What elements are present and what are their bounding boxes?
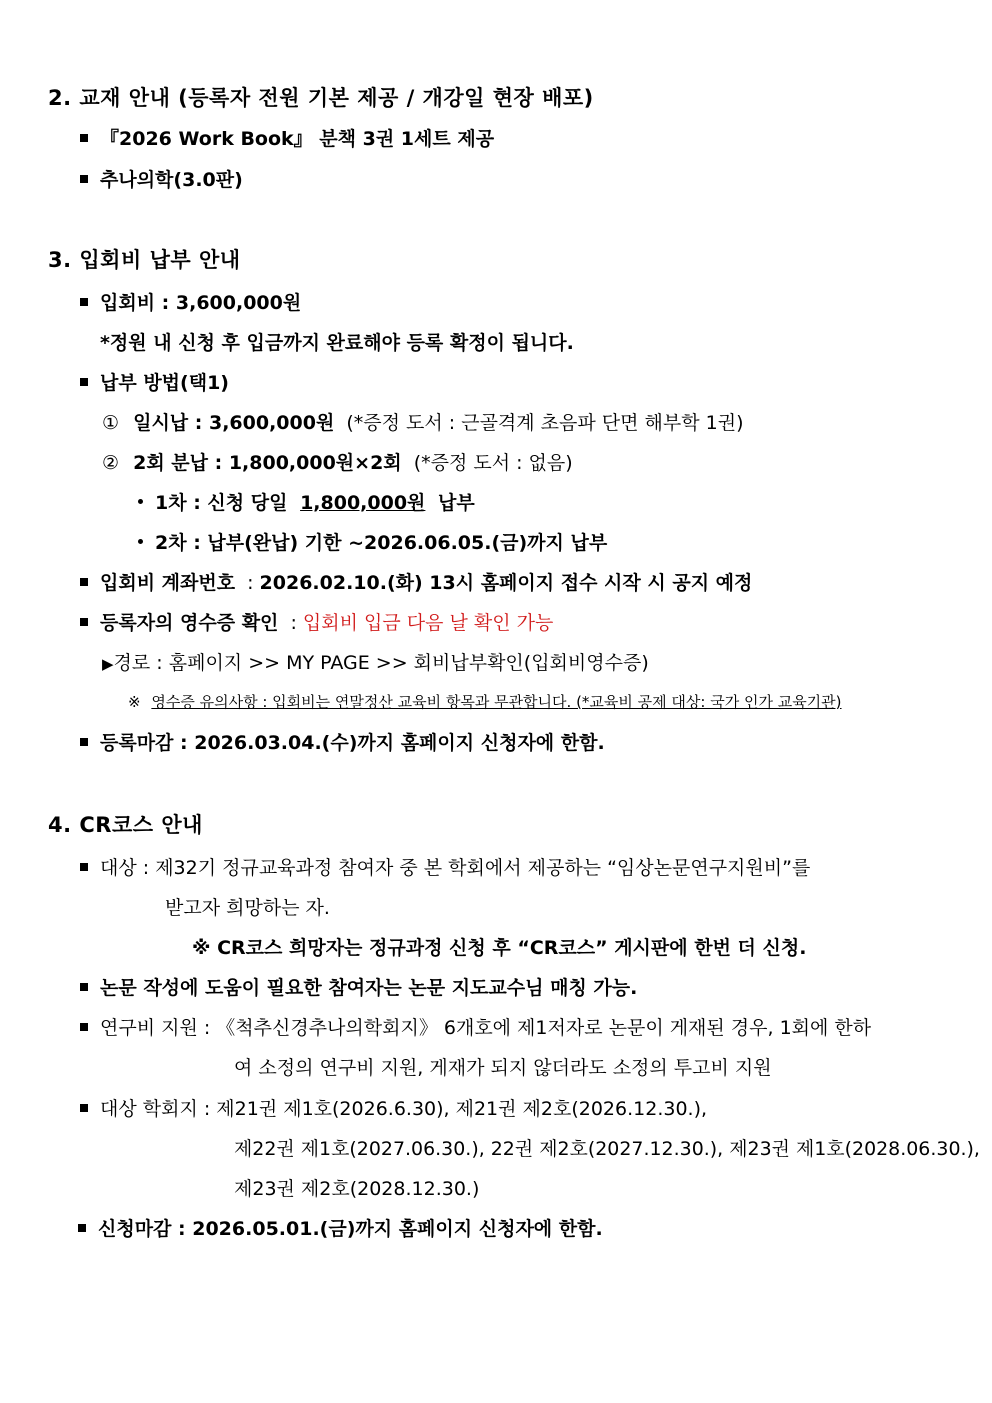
journal-line-3: 제23권 제2호(2028.12.30.)	[234, 1178, 480, 1200]
receipt-path	[102, 651, 649, 676]
square-bullet-icon	[80, 298, 88, 306]
receipt-label: 등록자의 영수증 확인	[100, 612, 279, 634]
square-bullet-icon	[80, 578, 88, 586]
application-deadline: 신청마감 : 2026.05.01.(금)까지 홈페이지 신청자에 한함.	[98, 1218, 603, 1240]
receipt-value: 입회비 입금 다음 날 확인 가능	[302, 612, 554, 634]
first-label: 1차 : 신청 당일	[155, 492, 288, 514]
square-bullet-icon	[80, 378, 88, 386]
account-value: 2026.02.10.(화) 13시 홈페이지 접수 시작 시 공지 예정	[259, 572, 753, 594]
list-item	[80, 1016, 871, 1040]
receipt-separator: :	[290, 612, 297, 634]
target-line-1: 대상 : 제32기 정규교육과정 참여자 중 본 학회에서 제공하는 “임상논문연구지원비”를	[100, 857, 811, 879]
installment-first	[138, 491, 475, 515]
first-amount: 1,800,000원	[300, 492, 426, 514]
support-line-2: 여 소정의 연구비 지원, 게재가 되지 않더라도 소정의 투고비 지원	[234, 1057, 772, 1079]
workbook-item: 『2026 Work Book』 분책 3권 1세트 제공	[100, 128, 495, 150]
option-2-note: (*증정 도서 : 없음)	[413, 452, 573, 474]
circled-two-marker: ②	[102, 452, 120, 474]
fee-note: *정원 내 신청 후 입금까지 완료해야 등록 확정이 됩니다.	[100, 332, 574, 354]
section-2-heading: 2. 교재 안내 (등록자 전원 기본 제공 / 개강일 현장 배포)	[48, 86, 594, 110]
option-2-main: 2회 분납 : 1,800,000원×2회	[133, 452, 402, 474]
payment-option-1	[102, 411, 744, 435]
list-item	[80, 371, 229, 395]
option-1-note: (*증정 도서 : 근골격계 초음파 단면 해부학 1권)	[346, 412, 744, 434]
list-item	[80, 1097, 707, 1121]
first-suffix: 납부	[438, 492, 475, 514]
square-bullet-icon	[80, 175, 88, 183]
target-note: ※ CR코스 희망자는 정규과정 신청 후 “CR코스” 게시판에 한번 더 신청.	[192, 937, 807, 959]
list-item	[80, 168, 243, 192]
circled-one-marker: ①	[102, 412, 120, 434]
list-item	[80, 856, 810, 880]
list-item	[80, 976, 637, 1000]
square-bullet-icon	[80, 134, 88, 142]
square-bullet-icon	[80, 738, 88, 746]
list-item	[80, 611, 553, 635]
list-item	[78, 1217, 603, 1241]
mentor-matching: 논문 작성에 도움이 필요한 참여자는 논문 지도교수님 매칭 가능.	[100, 977, 638, 999]
notice-text: 영수증 유의사항 : 입회비는 연말정산 교육비 항목과 무관합니다. (*교육비 공제 대상: 국가 인가 교육기관)	[151, 693, 842, 711]
list-item	[80, 291, 301, 315]
square-bullet-icon	[80, 618, 88, 626]
journal-line-2: 제22권 제1호(2027.06.30.), 22권 제2호(2027.12.30.), 제23권 제1호(2028.06.30.),	[234, 1138, 980, 1160]
square-bullet-icon	[80, 1104, 88, 1112]
list-item	[80, 571, 752, 595]
square-bullet-icon	[80, 1023, 88, 1031]
dot-bullet-icon	[138, 499, 143, 504]
installment-second	[138, 531, 607, 555]
section-4-heading: 4. CR코스 안내	[48, 813, 203, 837]
receipt-notice	[128, 690, 842, 714]
account-separator: :	[247, 572, 254, 594]
list-item	[80, 127, 494, 151]
square-bullet-icon	[80, 983, 88, 991]
triangle-arrow-icon: ▶	[102, 655, 114, 673]
target-line-2: 받고자 희망하는 자.	[165, 897, 330, 919]
support-line-1: 연구비 지원 : 《척추신경추나의학회지》 6개호에 제1저자로 논문이 게재된 경우, 1회에 한하	[100, 1017, 872, 1039]
account-label: 입회비 계좌번호	[100, 572, 236, 594]
journal-line-1: 대상 학회지 : 제21권 제1호(2026.6.30), 제21권 제2호(2026.12.30.),	[100, 1098, 708, 1120]
path-text: 경로 : 홈페이지 >> MY PAGE >> 회비납부확인(입회비영수증)	[113, 652, 649, 674]
payment-option-2	[102, 451, 573, 475]
dot-bullet-icon	[138, 539, 143, 544]
second-label: 2차 : 납부(완납) 기한 ~2026.06.05.(금)까지 납부	[155, 532, 608, 554]
section-3-heading: 3. 입회비 납부 안내	[48, 248, 241, 272]
square-bullet-icon	[80, 863, 88, 871]
registration-deadline: 등록마감 : 2026.03.04.(수)까지 홈페이지 신청자에 한함.	[100, 732, 605, 754]
fee-amount: 입회비 : 3,600,000원	[100, 292, 302, 314]
reference-mark: ※	[128, 693, 141, 711]
square-bullet-icon	[78, 1224, 86, 1232]
option-1-main: 일시납 : 3,600,000원	[133, 412, 335, 434]
chuna-book-item: 추나의학(3.0판)	[100, 169, 243, 191]
payment-method-title: 납부 방법(택1)	[100, 372, 229, 394]
list-item	[80, 731, 605, 755]
